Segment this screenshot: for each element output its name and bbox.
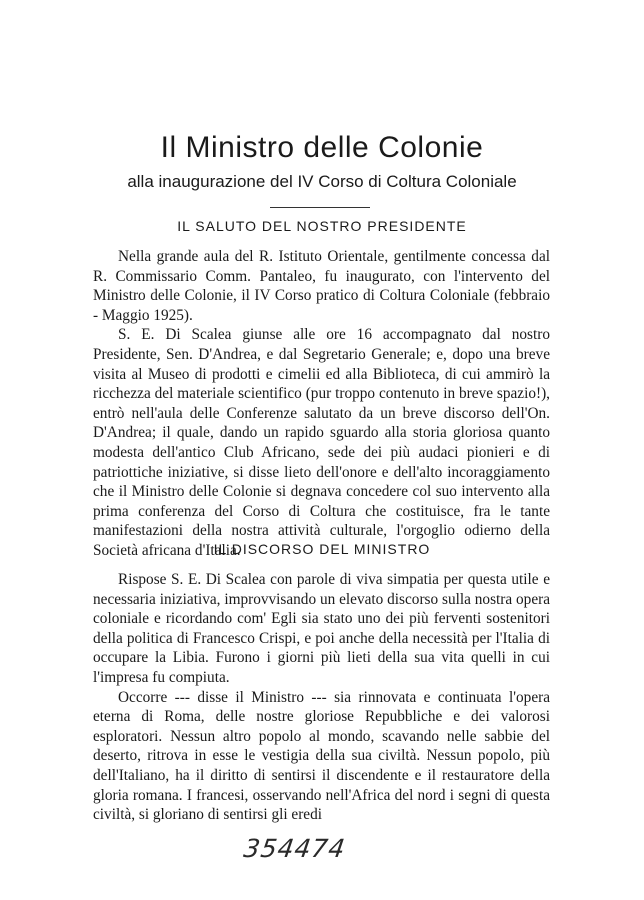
section-body-discorso — [93, 570, 550, 825]
page-title: Il Ministro delle Colonie — [160, 131, 484, 164]
paragraph: Rispose S. E. Di Scalea con parole di viva simpatia per questa utile e necessaria iniziativa, improvvisando un elevato discorso sulla nostra opera coloniale e ricordando com' Egli sia stato uno dei più ferventi sostenitori della politica di Francesco Crispi, e poi anche della necessità per l'Italia di occupare la Libia. Furono i giorni più lieti della sua vita quelli in cui l'impresa fu compiuta. — [93, 571, 550, 686]
section-body-saluto — [93, 247, 550, 561]
paragraph: Occorre --- disse il Ministro --- sia rinnovata e continuata l'opera eterna di Roma, delle nostre gloriose Repubbliche e dei valorosi esploratori. Nessun altro popolo al mondo, scavando nelle sabbie del deserto, ritrova in esse le vestigia della sua civiltà. Nessun popolo, più dell'Italiano, ha il diritto di sentirsi il discendente e il restauratore della gloria romana. I francesi, osservando nell'Africa del nord i segni di questa civiltà, si gloriano di sentirsi gli eredi — [93, 688, 550, 824]
handwritten-inventory-number: 354474 — [241, 834, 348, 863]
page-subtitle: alla inaugurazione del IV Corso di Coltura Coloniale — [127, 172, 517, 191]
title-divider — [270, 207, 370, 208]
section-heading-saluto: IL SALUTO DEL NOSTRO PRESIDENTE — [177, 218, 467, 234]
paragraph: S. E. Di Scalea giunse alle ore 16 accompagnato dal nostro Presidente, Sen. D'Andrea, e dal Segretario Generale; e, dopo una breve visita al Museo di prodotti e cimelii ed alla Biblioteca, di cui ammirò la ricchezza del materiale scientifico (pur troppo contenuto in breve spazio!), entrò nell'aula delle Conferenze salutato da un breve discorso dell'On. D'Andrea; il quale, dando un rapido sguardo alla storia gloriosa quanto modesta dell'antico Club Africano, sede dei più audaci pionieri e di patriottiche iniziative, si disse lieto dell'onore e dell'alto incoraggiamento che il Ministro delle Colonie si degnava concedere col suo intervento alla prima conferenza del Corso di Coltura che costituisce, fra le tante manifestazioni della nostra attività culturale, l'orgoglio odierno della Società africana d'Italia. — [93, 326, 550, 559]
section-heading-discorso: IL DISCORSO DEL MINISTRO — [213, 541, 431, 557]
paragraph: Nella grande aula del R. Istituto Orientale, gentilmente concessa dal R. Commissario Comm. Pantaleo, fu inaugurato, con l'intervento del Ministro delle Colonie, il IV Corso pratico di Coltura Coloniale (febbraio - Maggio 1925). — [93, 248, 550, 324]
